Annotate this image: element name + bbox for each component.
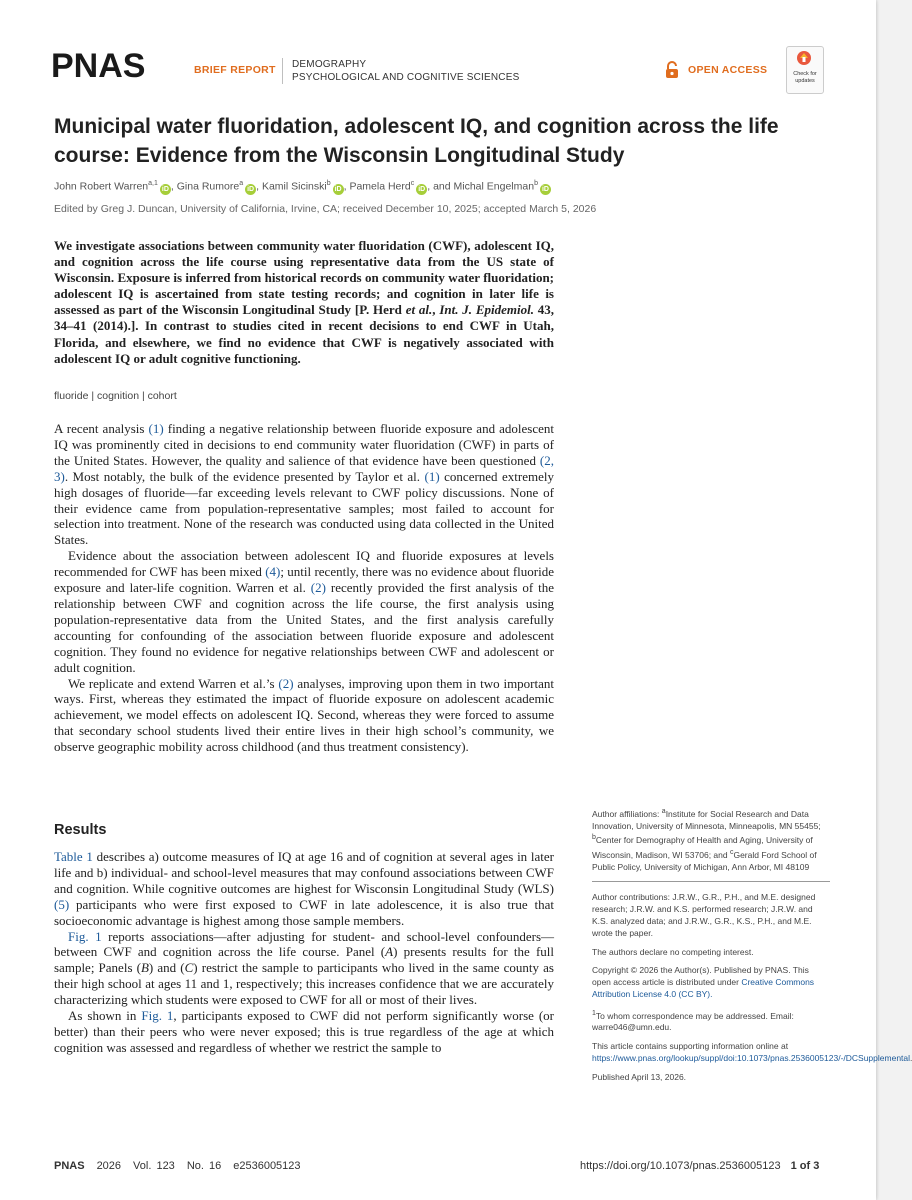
open-access-label[interactable]: OPEN ACCESS [688,64,768,76]
author-affiliations: Author affiliations: $^a$Institute for Social Research and Data Innovation, University of Minnesota, Minneapolis, MN 55455; $^b$Center for Demography of Health and Aging, University of Wisconsin, Madison, WI 53706; and $^c$Gerald Ford School of Public Policy, University of Michigan, Ann Arbor, MI 48109 [592,808,821,872]
citation-link[interactable]: (1) [424,468,440,484]
category-demography[interactable]: DEMOGRAPHY [292,59,367,70]
edited-by-line: Edited by Greg J. Duncan, University of California, Irvine, CA; received December 10, 2025; accepted March 5, 2026 [54,203,597,215]
check-updates-text: Check for updates [793,71,817,84]
paragraph: Evidence about the association between adolescent IQ and fluoride exposures at levels recommended for CWF has been mixed (4); until recently, there was no evidence about fluoride exposure and later-life cognition. Warren et al. (2) recently provided the first analysis of the relationship between CWF and cognition across the life course, the first analysis using population-representative data from the United States, and the first analysis carefully accounting for confounding of the association between fluoride exposure and adolescent cognition. They found no evidence for negative relationships between CWF and adolescent or adult cognition. [54,548,555,675]
supporting-info: This article contains supporting information online at https://www.pnas.org/lookup/suppl/doi:10.1073/pnas.2536005123/-/DCSupplemental [592,1041,911,1064]
author-name[interactable]: John Robert Warren [54,180,149,193]
paragraph: We replicate and extend Warren et al.’s (2) analyses, improving upon them in two important ways. First, whereas they estimated the impact of fluoride exposure on adolescent academic achievement, we model effects on adolescent IQ. Second, whereas they were forced to assume that secondary school students lived their entire lives in their high school’s community, we observe geographic mobility across childhood (and thus treatment consistency). [54,675,555,755]
citation-link[interactable]: (5) [54,896,70,912]
author-contributions: Author contributions: J.R.W., G.R., P.H., and M.E. designed research; J.R.W. and K.S. performed research; J.R.W. and K.S. analyzed data; and J.R.W., G.R., K.S., P.H., and M.E. wrote the paper. [592,892,816,938]
article-type: BRIEF REPORT [194,64,276,76]
page-number: 1 of 3 [790,1160,820,1172]
footer-citation: PNAS 2026 Vol. 123 No. 16 e2536005123 [54,1160,301,1172]
citation-link[interactable]: (2) [278,675,294,691]
correspondence: $^1$To whom correspondence may be addressed. Email: warre046@umn.edu. [592,1009,794,1033]
figure-link[interactable]: Fig. 1 [141,1008,174,1024]
footer-doi [580,1160,819,1172]
check-updates-icon [796,50,812,66]
footer-journal: PNAS [54,1160,85,1172]
author-name[interactable]: Pamela Herd [349,180,411,193]
author-name[interactable]: Kamil Sicinski [261,180,327,193]
paragraph: Table 1 describes a) outcome measures of IQ at age 16 and of cognition at several ages in later life and b) individual- and school-level measures that may confound associations between CWF and cognition. While cognitive outcomes are highest for Wisconsin Longitudinal Study (WLS) (5) participants who were first exposed to CWF in late adolescence, it is also true that socioeconomic advantage is highest among those sample members. [54,849,554,928]
pnas-logo[interactable]: PNAS [51,47,146,85]
citation-link[interactable]: (4) [265,564,281,580]
citation-link[interactable]: (1) [148,421,164,436]
abstract: We investigate associations between community water fluoridation (CWF), adolescent IQ, and cognition across the life course using representative data from the US state of Wisconsin. Exposure is inferred from historical records on community water fluoridation; adolescent IQ is ascertained from state testing records; and cognition in later life is assessed as part of the Wisconsin Longitudinal Study [P. Herd et al., Int. J. Epidemiol. 43, 34–41 (2014).]. In contrast to studies cited in recent decisions to end CWF in Utah, Florida, and elsewhere, we find no evidence that CWF is negatively associated with adolescent IQ or adult cognitive functioning. [54,238,555,366]
keywords: fluoride | cognition | cohort [54,390,177,402]
competing-interests: The authors declare no competing interest. [592,946,754,957]
paragraph: Fig. 1 reports associations—after adjusting for student- and school-level confounders—between CWF and cognition across the life course. Panel (A) presents results for the full sample; Panels (B) and (C) restrict the sample to participants who lived in the same county as their high school at ages 11 and 1, respectively; this increases confidence that we are accurately characterizing which students were exposed to CWF for all or most of their lives. [54,928,554,1008]
table-link[interactable]: Table 1 [54,849,93,864]
published-date: Published April 13, 2026. [592,1071,687,1082]
supplement-link[interactable]: https://www.pnas.org/lookup/suppl/doi:10.1073/pnas.2536005123/-/DCSupplemental [592,1053,911,1064]
open-access-icon [664,61,680,79]
introduction-text [54,421,554,755]
orcid-icon[interactable]: iD [541,185,549,193]
doi-link[interactable]: https://doi.org/10.1073/pnas.2536005123 [580,1160,781,1172]
citation-link[interactable]: (2) [310,580,326,596]
paragraph: As shown in Fig. 1, participants exposed to CWF did not perform significantly worse (or better) than their peers who were never exposed; this is true regardless of the age at which cognition was assessed and regardless of whether we restrict the sample to [54,1008,555,1055]
sidebar-notes [592,806,911,1091]
article-title: Municipal water fluoridation, adolescent IQ, and cognition across the life course: Evidence from the Wisconsin Longitudinal Study [54,115,779,167]
orcid-icon[interactable]: iD [418,185,426,193]
author-name[interactable]: Michal Engelman [453,180,535,193]
orcid-icon[interactable]: iD [247,185,255,193]
header-divider [282,58,283,84]
paragraph: A recent analysis (1) finding a negative relationship between fluoride exposure and adolescent IQ was prominently cited in decisions to end community water fluoridation (CWF) in parts of the United States. However, the quality and salience of that evidence have been questioned (2, 3). Most notably, the bulk of the evidence presented by Taylor et al. (1) concerned extremely high dosages of fluoride—far exceeding levels relevant to CWF policy discussions. None of their evidence came from population-representative samples; most failed to account for selection into treatment. None of the research was conducted using data collected in the United States. [54,421,555,548]
author-list: John Robert Warren$^{a,1}$iD , Gina Rumore$^a$iD , Kamil Sicinski$^b$iD , Pamela Herd$^c$iD , and Michal Engelman$^b$iD [54,180,549,193]
figure-link[interactable]: Fig. 1 [68,928,102,944]
sidebar-divider [592,881,830,882]
copyright-notice: Copyright © 2026 the Author(s). Published by PNAS. This open access article is distributed under Creative Commons Attribution License 4.0 (CC BY). [592,965,815,1000]
orcid-icon[interactable]: iD [161,185,169,193]
license-link[interactable]: Creative Commons Attribution License 4.0 (CC BY). [592,977,815,1000]
orcid-icon[interactable]: iD [334,185,342,193]
citation-link[interactable]: (2, 3) [54,452,554,484]
category-psych-cog[interactable]: PSYCHOLOGICAL AND COGNITIVE SCIENCES [292,72,520,83]
subject-categories [292,58,519,84]
results-heading: Results [54,822,107,838]
author-name[interactable]: Gina Rumore [176,180,240,193]
results-text [54,849,554,1056]
